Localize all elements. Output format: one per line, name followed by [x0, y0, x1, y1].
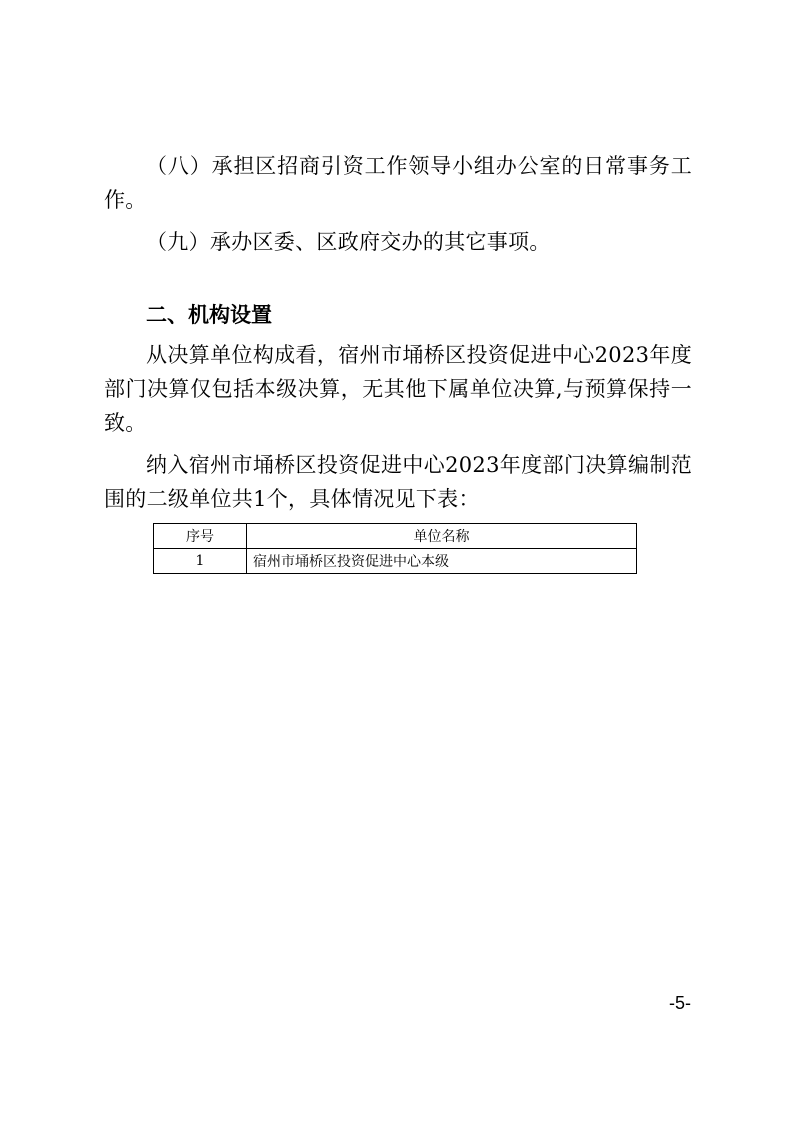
- cell-seq: 1: [154, 549, 247, 574]
- unit-table: [153, 523, 637, 574]
- header-seq: 序号: [154, 524, 247, 549]
- cell-unit-name: 宿州市埇桥区投资促进中心本级: [247, 549, 637, 574]
- table-row: [154, 549, 637, 574]
- paragraph-org-composition: 从决算单位构成看，宿州市埇桥区投资促进中心2023年度部门决算仅包括本级决算，无其他下属单位决算,与预算保持一致。: [104, 343, 692, 435]
- section-heading-org: 二、机构设置: [146, 303, 272, 327]
- paragraph-scope: 纳入宿州市埇桥区投资促进中心2023年度部门决算编制范围的二级单位共1个，具体情况见下表：: [104, 453, 692, 511]
- page-number: -5-: [669, 993, 691, 1013]
- paragraph-item-9: （九）承办区委、区政府交办的其它事项。: [146, 230, 551, 254]
- table-header-row: [154, 524, 637, 549]
- header-unit-name: 单位名称: [247, 524, 637, 549]
- paragraph-item-8: （八）承担区招商引资工作领导小组办公室的日常事务工作。: [104, 154, 692, 212]
